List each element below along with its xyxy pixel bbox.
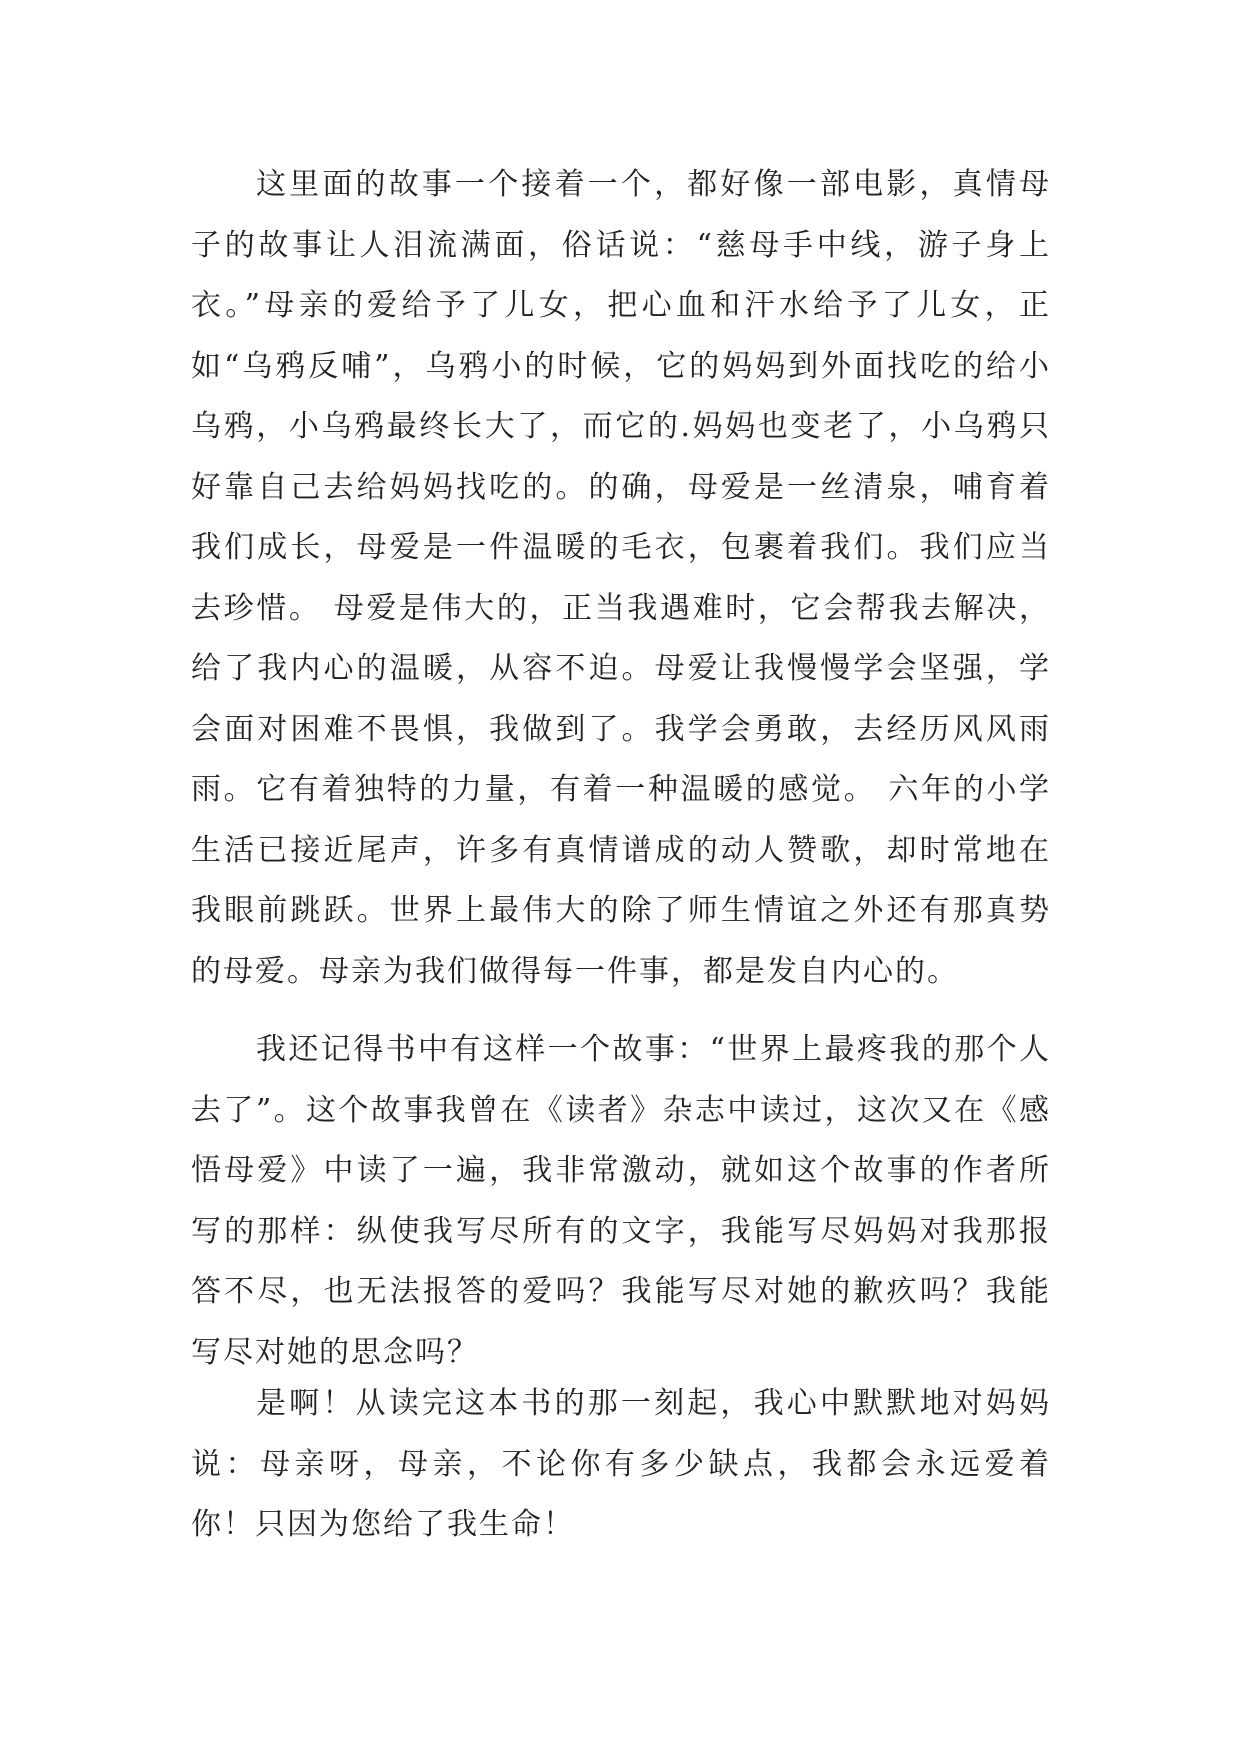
paragraph-3-text: 是啊！从读完这本书的那一刻起，我心中默默地对妈妈说：母亲呀，母亲，不论你有多少缺点，我都会永远爱着你！只因为您给了我生命！ <box>191 1386 1051 1542</box>
paragraph-2-text: 我还记得书中有这样一个故事：“世界上最疼我的那个人去了”。这个故事我曾在《读者》杂志中读过，这次又在《感悟母爱》中读了一遍，我非常激动，就如这个故事的作者所写的那样：纵使我写尽所有的文字，我能写尽妈妈对我那报答不尽，也无法报答的爱吗？我能写尽对她的歉疚吗？我能写尽对她的思念吗？ <box>191 1032 1051 1370</box>
paragraph-3 <box>191 1374 1051 1556</box>
paragraph-2 <box>191 1020 1051 1383</box>
paragraph-1-text: 这里面的故事一个接着一个，都好像一部电影，真情母子的故事让人泪流满面，俗话说：“慈母手中线，游子身上衣。”母亲的爱给予了儿女，把心血和汗水给予了儿女，正如“乌鸦反哺”，乌鸦小的时候，它的妈妈到外面找吃的给小乌鸦，小乌鸦最终长大了，而它的.妈妈也变老了，小乌鸦只好靠自己去给妈妈找吃的。的确，母爱是一丝清泉，哺育着我们成长，母爱是一件温暖的毛衣，包裹着我们。我们应当去珍惜。 母爱是伟大的，正当我遇难时，它会帮我去解决，给了我内心的温暖，从容不迫。母爱让我慢慢学会坚强，学会面对困难不畏惧，我做到了。我学会勇敢，去经历风风雨雨。它有着独特的力量，有着一种温暖的感觉。 六年的小学生活已接近尾声，许多有真情谱成的动人赞歌，却时常地在我眼前跳跃。世界上最伟大的除了师生情谊之外还有那真势的母爱。母亲为我们做得每一件事，都是发自内心的。 <box>191 167 1051 989</box>
paragraph-1 <box>191 155 1051 1002</box>
